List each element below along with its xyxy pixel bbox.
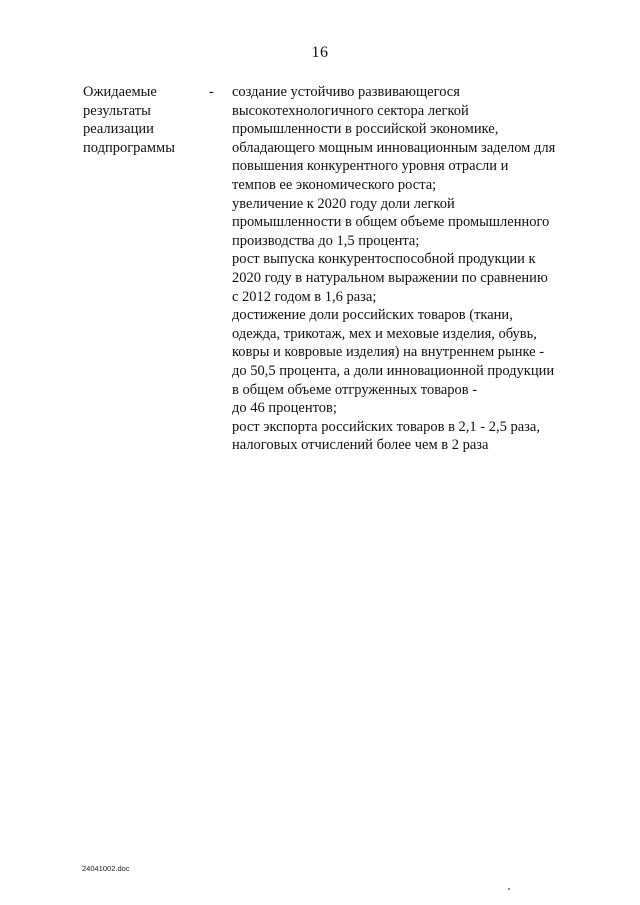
section-label bbox=[83, 83, 203, 157]
content-line: создание устойчиво развивающегося bbox=[232, 84, 460, 100]
content-line: достижение доли российских товаров (ткани, bbox=[232, 307, 513, 324]
content-line: одежда, трикотаж, мех и меховые изделия, обувь, bbox=[232, 325, 537, 342]
content-line: увеличение к 2020 году доли легкой bbox=[232, 195, 455, 212]
content-line: в общем объеме отгруженных товаров - bbox=[232, 381, 478, 398]
content-line: темпов ее экономического роста; bbox=[232, 176, 437, 193]
content-line: рост экспорта российских товаров в 2,1 - 2,5 раза, bbox=[232, 418, 540, 435]
content-line: ковры и ковровые изделия) на внутреннем рынке - bbox=[232, 344, 545, 361]
scan-speck bbox=[508, 888, 510, 890]
content-line: производства до 1,5 процента; bbox=[232, 232, 420, 249]
content-line: обладающего мощным инновационным заделом для bbox=[232, 139, 556, 156]
content-line: высокотехнологичного сектора легкой bbox=[232, 102, 469, 119]
content-line: до 46 процентов; bbox=[232, 400, 337, 417]
footer-filename: 24041002.doc bbox=[82, 864, 130, 873]
label-separator-dash: - bbox=[209, 84, 214, 100]
content-line: до 50,5 процента, а доли инновационной продукции bbox=[232, 362, 555, 379]
content-line: налоговых отчислений более чем в 2 раза bbox=[232, 437, 489, 454]
content-line: 2020 году в натуральном выражении по сравнению bbox=[232, 269, 548, 286]
section-content bbox=[232, 83, 582, 455]
content-line: повышения конкурентного уровня отрасли и bbox=[232, 158, 509, 175]
content-line: промышленности в общем объеме промышленного bbox=[232, 214, 550, 231]
label-line: реализации bbox=[83, 121, 154, 138]
label-line: результаты bbox=[83, 102, 151, 119]
content-line: промышленности в российской экономике, bbox=[232, 121, 499, 138]
label-line: Ожидаемые bbox=[83, 84, 157, 100]
page-number: 16 bbox=[311, 44, 329, 61]
content-line: с 2012 годом в 1,6 раза; bbox=[232, 288, 377, 305]
label-line: подпрограммы bbox=[83, 139, 175, 156]
content-line: рост выпуска конкурентоспособной продукции к bbox=[232, 251, 536, 268]
